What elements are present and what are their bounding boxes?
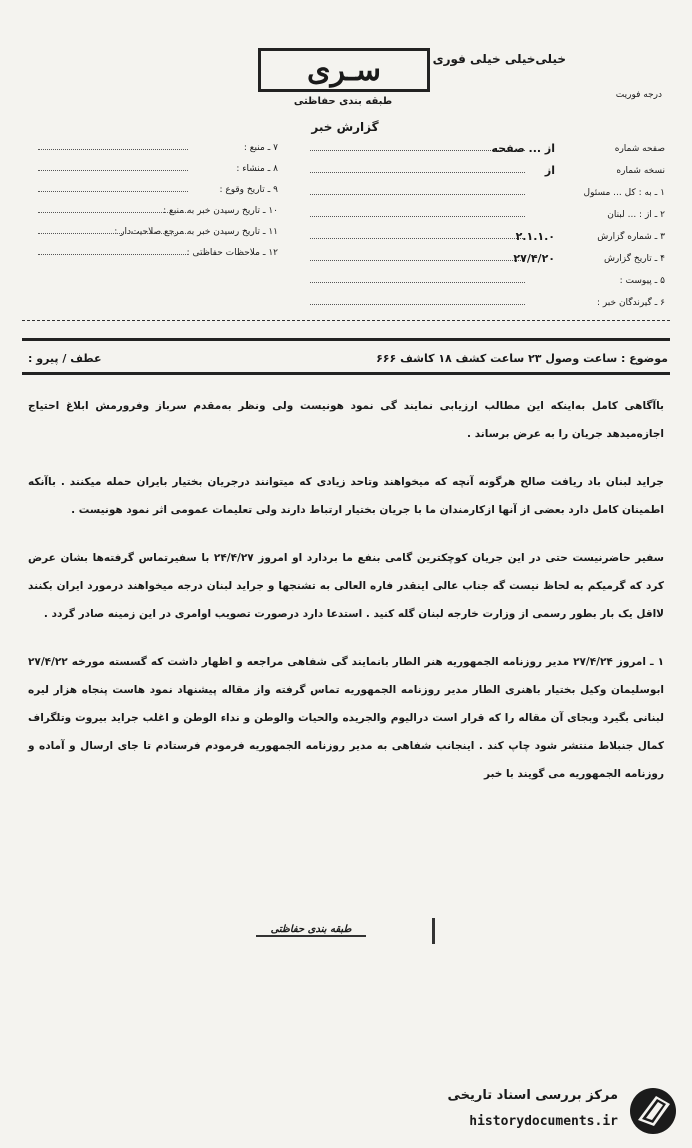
signature-classification: طبقه بندى حفاظتى [256,924,366,937]
divider [22,338,670,341]
field-row: ۶ ـ گیرندگان خبر : [300,292,665,314]
body-paragraph: جراید لبنان باد ریافت صالح هرگونه آنچه که میخواهند وتاحد زیادى که میتوانند درجریان بختیار بایران حمله میکنند . باآنکه اطمینان کامل دارد بعضى از آنها ازکارمندان ما با جریان بختیار ارتباط دارند ولى تعلیمات عمومى اثر نمود هونیست . [28,476,664,516]
field-row: ۱ ـ به : کل ... مسئول [300,182,665,204]
field-row: ۸ ـ منشاء : [38,159,278,180]
field-row: ۵ ـ پیوست : [300,270,665,292]
divider [22,372,670,375]
field-row: ۳ ـ شماره گزارش ۲.۱.۱.۰ [300,226,665,248]
field-row: ۱۲ ـ ملاحظات حفاظتى : [38,243,278,264]
classification-stamp [258,48,430,92]
field-row: صفحه شماره از ... صفحه [300,138,665,160]
subject-text: موضوع : ساعت وصول ۲۳ ساعت کشف ۱۸ کاشف ۶۶۶ [376,352,668,365]
field-row: ۱۱ ـ تاریخ رسیدن خبر به مرجع صلاحیت‌دار : [38,222,278,243]
field-row: ۹ ـ تاریخ وقوع : [38,180,278,201]
report-fields-left [38,138,278,264]
stamp-caption: طبقه بندى حفاظتى [293,96,393,107]
archive-url: historydocuments.ir [469,1114,618,1129]
field-row: ۲ ـ از : ... لبنان [300,204,665,226]
divider [22,320,670,321]
report-fields-right [300,138,665,314]
archive-name: مرکز بررسی اسناد تاریخی [447,1088,618,1103]
archive-footer [398,1080,688,1140]
subject-line [28,352,668,365]
report-title: گزارش خبر [311,120,379,134]
body-paragraph: سفیر حاضرنیست حتى در این جریان کوچکترین گامى بنفع ما بردارد او امروز ۲۴/۴/۲۷ با سفیرتماس گرفته‌ها بشان عرض کرد که گرمیکم به لحاظ نیست گه جناب عالى اینقدر فاره العالى به تشنجها و جراید لبنان درجه میخواهند درمورد ایران بکنند لااقل یک بار بطور رسمى از وزارت خارجه لبنان گله کنید . استدعا دارد درصورت تصویب اوامرى در این زمینه صادر گردد . [28,552,664,620]
classification-stamp-text: سـرى [307,52,381,88]
body-paragraph: ۱ ـ امروز ۲۷/۴/۲۴ مدیر روزنامه الجمهوریه هنر الطار بانمایند گى شفاهى مراجعه و اظهار داشت که گسسته مورخه ۲۷/۴/۲۲ ابوسلیمان وکیل بختیار باهنری الطار مدیر روزنامه الجمهوریه تماس گرفته واز مقاله پیشنهاد نمود هاست پنجاه هزار لیره لبنانى بگیرد وبجاى آن مقاله را که قرار است درالیوم والجریده والحیات والوطن و نداء الوطن و اغلب جراید بیروت وتلگراف کمال جنبلاط منتشر شود چاپ کند . اینجانب شفاهى به مدیر روزنامه الجمهوریه فرمودم فرستادم تا جاى ارسال و آماده و روزنامه الجمهوریه مى گویند با خبر [28,656,665,780]
priority-label: درجه فوریت [615,90,662,100]
field-row: ۴ ـ تاریخ گزارش ۲۷/۴/۲۰ [300,248,665,270]
field-row: ۱۰ ـ تاریخ رسیدن خبر به منبع : [38,201,278,222]
body-paragraph: باآگاهى کامل به‌اینکه این مطالب ارزیابى نمایند گى نمود هونیست ولى ونظر به‌مقدم سرباز وفرورمش ابلاغ احتیاج اجازه‌میدهد جریان را به عرض برساند . [28,400,664,440]
history-documents-logo-icon [626,1086,680,1136]
report-body [28,392,664,808]
field-row: ۷ ـ منبع : [38,138,278,159]
field-row: نسخه شماره از [300,160,665,182]
signature-mark [432,918,435,944]
priority-text: خیلى‌خیلى خیلى فورى [432,52,566,66]
reference-label: عطف / پیرو : [28,352,102,365]
